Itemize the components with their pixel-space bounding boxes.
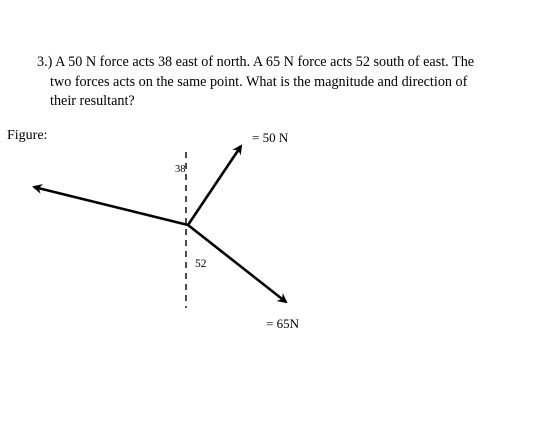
problem-line-1: 3.) A 50 N force acts 38 east of north. A 65 N force acts 52 south of east. The: [37, 54, 475, 70]
problem-line-3: their resultant?: [50, 93, 135, 109]
resultant-vector: [34, 187, 188, 225]
problem-line-2: two forces acts on the same point. What is the magnitude and direction of: [50, 73, 468, 90]
force-label-65n: = 65N: [266, 316, 299, 331]
angle-label-52: 52: [195, 258, 207, 270]
figure-label: Figure:: [7, 128, 48, 143]
force-vector-50n: [188, 146, 241, 225]
angle-label-38: 38: [175, 164, 186, 175]
force-label-50n: = 50 N: [252, 130, 289, 145]
